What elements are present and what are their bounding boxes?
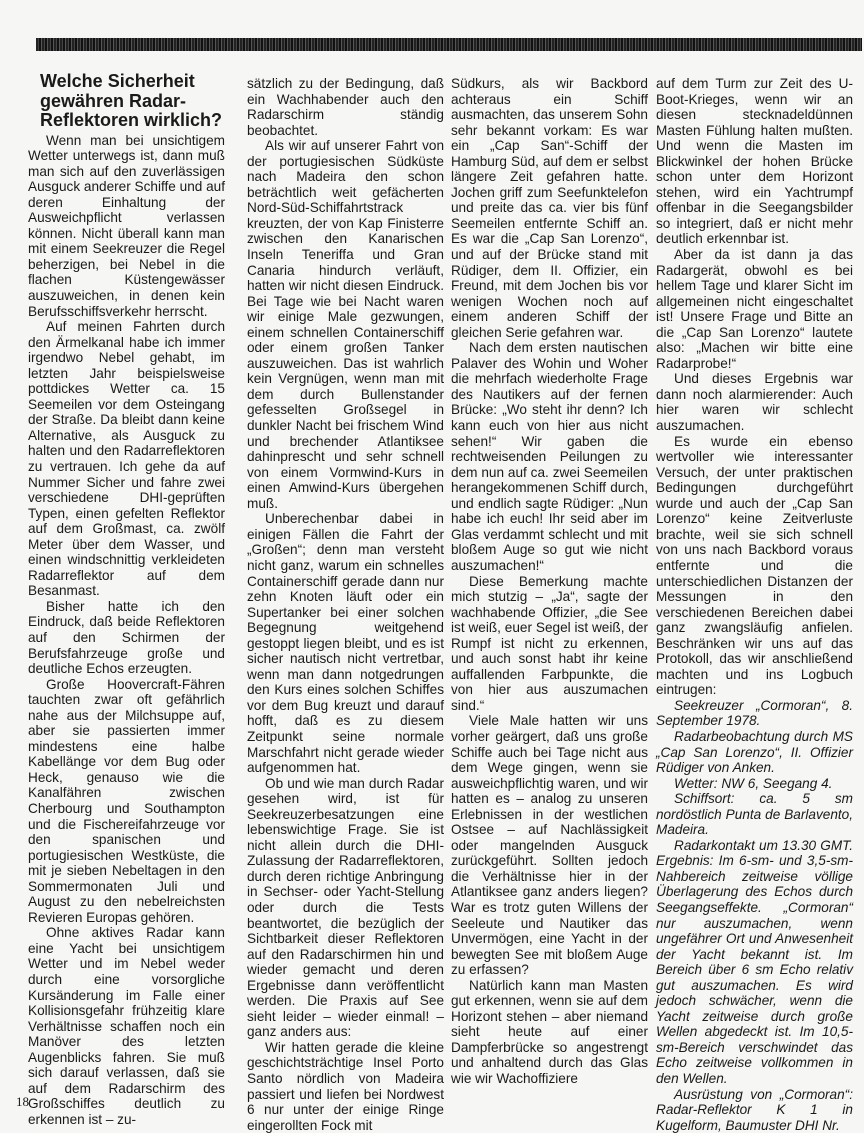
paragraph: Schiffsort: ca. 5 sm nordöstlich Punta de Barlavento, Madeira. xyxy=(656,791,853,838)
paragraph: auf dem Turm zur Zeit des U-Boot-Krieges, wenn wir an diesen stecknadeldünnen Masten Fühlung halten mußten. Und wenn die Masten im Blickwinkel der hohen Brücke schon unter dem Horizont stehen, wird ein Yachtrumpf offenbar in die Seegangsbilder so integriert, daß er nicht mehr deutlich erkennbar ist. xyxy=(656,76,853,247)
paragraph: Ausrüstung von „Cormoran“: Radar-Reflektor K 1 in Kugelform, Baumuster DHI Nr. xyxy=(656,1086,853,1133)
header-rule-band xyxy=(36,38,862,51)
column-3 xyxy=(451,76,648,1087)
paragraph: Seekreuzer „Cormoran“, 8. September 1978. xyxy=(656,697,853,729)
paragraph: Bisher hatte ich den Eindruck, daß beide Reflektoren auf den Schirmen der Berufsfahrzeuge große und deutliche Echos erzeugten. xyxy=(28,598,225,677)
paragraph: Als wir auf unserer Fahrt von der portugiesischen Südküste nach Madeira den schon beträchtlich weit gefächerten Nord-Süd-Schiffahrtstrack kreuzten, der von Kap Finisterre zwischen den Kanarischen Inseln Teneriffa und Gran Canaria hindurch verläuft, hatten wir nicht diesen Eindruck. Bei Tage wie bei Nacht waren wir einige Male gezwungen, einem schnellen Containerschiff oder einem großen Tanker auszuweichen. Das ist wahrlich kein Vergnügen, wenn man mit dem durch Bullenstander gefesselten Großsegel in dunkler Nacht bei frischem Wind und brechender Atlantiksee dahinprescht und sehr schnell von einem Vormwind-Kurs in einen Amwind-Kurs übergehen muß. xyxy=(247,138,444,511)
paragraph: Diese Bemerkung machte mich stutzig – „Ja“, sagte der wachhabende Offizier, „die See ist weiß, euer Segel ist weiß, der Rumpf ist nicht zu erkennen, und auch sonst habt ihr keine auffallenden Farbpunkte, die von hier aus auszumachen sind.“ xyxy=(451,573,648,713)
page-number: 18 xyxy=(16,1094,29,1109)
paragraph: Radarbeobachtung durch MS „Cap San Lorenzo“, II. Offizier Rüdiger von Anken. xyxy=(656,728,853,776)
paragraph: Wir hatten gerade die kleine geschichtsträchtige Insel Porto Santo nördlich von Madeira passiert und liefen bei Nordwest 6 nur unter der einige Ringe eingerollten Fock mit xyxy=(247,1039,444,1133)
paragraph: Wetter: NW 6, Seegang 4. xyxy=(674,775,833,791)
paragraph: Und dieses Ergebnis war dann noch alarmierender: Auch hier waren wir schlecht auszumachen. xyxy=(656,371,853,434)
paragraph: Natürlich kann man Masten gut erkennen, wenn sie auf dem Horizont stehen – aber niemand sieht heute auf einer Dampferbrücke so angestrengt und anhaltend durch das Glas wie wir Wachoffiziere xyxy=(451,977,648,1086)
paragraph: Aber da ist dann ja das Radargerät, obwohl es bei hellem Tage und klarer Sicht im allgemeinen nicht eingeschaltet ist! Unsere Frage und Bitte an die „Cap San Lorenzo“ lautete also: „Machen wir bitte eine Radarprobe!“ xyxy=(656,247,853,371)
column-1 xyxy=(28,72,225,1128)
column-2 xyxy=(247,76,444,1133)
paragraph: Große Hoovercraft-Fähren tauchten zwar oft gefährlich nahe aus der Milchsuppe auf, aber sie passierten immer mindestens eine halbe Kabellänge vor dem Bug oder Heck, genauso wie die Kanalfähren zwischen Cherbourg und Southampton und die Fischereifahrzeuge vor den spanischen und portugiesischen Westküste, die mit je sieben Nebeltagen in den Sommermonaten Juli und August zu den nebelreichsten Revieren Europas gehören. xyxy=(28,676,225,925)
article-title: Welche Sicherheit gewähren Radar-Reflektoren wirklich? xyxy=(40,71,223,130)
paragraph: Ohne aktives Radar kann eine Yacht bei unsichtigem Wetter und im Nebel weder durch eine vorsorgliche Kursänderung im Falle einer Kollisionsgefahr frühzeitig klare Verhältnisse schaffen noch ein Manöver des letzten Augenblicks fahren. Sie muß sich darauf verlassen, daß sie auf dem Radarschirm des Großschiffes deutlich zu erkennen ist – zu- xyxy=(28,925,225,1127)
paragraph: Südkurs, als wir Backbord achteraus ein Schiff ausmachten, das unserem Sohn sehr bekannt vorkam: Es war ein „Cap San“-Schiff der Hamburg Süd, auf dem er selbst längere Zeit gefahren hatte. Jochen griff zum Seefunktelefon und preite das ca. vier bis fünf Seemeilen entfernte Schiff an. Es war die „Cap San Lorenzo“, und auf der Brücke stand mit Rüdiger, dem II. Offizier, ein Freund, mit dem Jochen bis vor wenigen Wochen noch auf einem anderen Schiff der gleichen Serie gefahren war. xyxy=(451,76,648,340)
paragraph: Es wurde ein ebenso wertvoller wie interessanter Versuch, der unter praktischen Bedingungen durchgeführt wurde und auch der „Cap San Lorenzo“ keine Zeitverluste brachte, weil sie sich schnell von uns nach Backbord voraus entfernte und die unterschiedlichen Distanzen der Messungen in den verschiedenen Bereichen dabei ganz zwangsläufig anfielen. Beschränken wir uns auf das Protokoll, das wir anschließend machten und ins Logbuch eintrugen: xyxy=(656,433,853,698)
paragraph: Nach dem ersten nautischen Palaver des Wohin und Woher die mehrfach wiederholte Frage des Nautikers auf der fernen Brücke: „Wo steht ihr denn? Ich kann euch von hier aus nicht sehen!“ Wir gaben die rechtweisenden Peilungen zu dem nun auf ca. zwei Seemeilen herangekommenen Schiff durch, und endlich sagte Rüdiger: „Nun habe ich euch! Ihr seid aber im Glas verdammt schlecht und mit bloßem Auge so gut wie nicht auszumachen!“ xyxy=(451,340,648,573)
paragraph: Auf meinen Fahrten durch den Ärmelkanal habe ich immer irgendwo Nebel gehabt, im letzten Jahr beispielsweise pottdickes Wetter ca. 15 Seemeilen vor dem Osteingang der Straße. Da bleibt dann keine Alternative, als Ausguck zu halten und den Radarreflektoren zu vertrauen. Ich gehe da auf Nummer Sicher und fahre zwei verschiedene DHI-geprüften Typen, einen gefelten Reflektor auf dem Großmast, ca. zwölf Meter über dem Wasser, und einen windschnittig verkleideten Radarreflektor auf dem Besanmast. xyxy=(28,319,225,599)
paragraph: sätzlich zu der Bedingung, daß ein Wachhabender auch den Radarschirm ständig beobachtet. xyxy=(247,76,444,138)
paragraph: Ob und wie man durch Radar gesehen wird, ist für Seekreuzerbesatzungen eine lebenswichtige Frage. Sie ist nicht allein durch die DHI-Zulassung der Radarreflektoren, durch deren richtige Anbringung in Sechser- oder Yacht-Stellung oder durch die Tests beantwortet, die bezüglich der Sichtbarkeit dieser Reflektoren auf den Radarschirmen hin und wieder gemacht und deren Ergebnisse dann veröffentlicht werden. Die Praxis auf See sieht leider – wieder einmal! – ganz anders aus: xyxy=(247,775,444,1040)
paragraph: Unberechenbar dabei in einigen Fällen die Fahrt der „Großen“; denn man versteht nicht ganz, warum ein schnelles Containerschiff gerade dann nur zehn Knoten läuft oder ein Supertanker bei einer solchen Begegnung weitgehend gestoppt liegen bleibt, und es ist sicher nautisch nicht vertretbar, wenn man dann notgedrungen den Kurs eines solchen Schiffes vor dem Bug kreuzt und darauf hofft, daß es zu diesem Zeitpunkt seine normale Marschfahrt nicht gerade wieder aufgenommen hat. xyxy=(247,511,444,776)
paragraph: Radarkontakt um 13.30 GMT. Ergebnis: Im 6-sm- und 3,5-sm-Nahbereich zeitweise völlige Überlagerung des Echos durch Seegangseffekte. „Cormoran“ nur auszumachen, wenn ungefährer Ort und Anwesenheit der Yacht bekannt ist. Im Bereich über 6 sm Echo relativ gut auszumachen. Es wird jedoch schwächer, wenn die Yacht zeitweise durch große Wellen abgedeckt ist. Im 10,5-sm-Bereich verschwindet das Echo zeitweise vollkommen in den Wellen. xyxy=(656,837,853,1086)
column-4 xyxy=(656,76,853,1133)
paragraph: Viele Male hatten wir uns vorher geärgert, daß uns große Schiffe auch bei Tage nicht aus dem Wege gingen, wenn sie ausweichpflichtig waren, und wir hatten es – analog zu unseren Erlebnissen in der westlichen Ostsee – auf Nachlässigkeit oder mangelnden Ausguck zurückgeführt. Sollten jedoch die Verhältnisse hier in der Atlantiksee ganz anders liegen? War es trotz guten Willens der Seeleute und Nautiker das Unvermögen, eine Yacht in der bewegten See mit bloßem Auge zu erfassen? xyxy=(451,713,648,978)
paragraph: Wenn man bei unsichtigem Wetter unterwegs ist, dann muß man sich auf den zuverlässigen Ausguck anderer Schiffe und auf deren Einhaltung der Ausweichpflicht verlassen können. Nicht überall kann man mit einem Seekreuzer die Regel beherzigen, bei Nebel in die flachen Küstengewässer auszuweichen, in denen kein Berufsschiffsverkehr herrscht. xyxy=(28,132,225,319)
